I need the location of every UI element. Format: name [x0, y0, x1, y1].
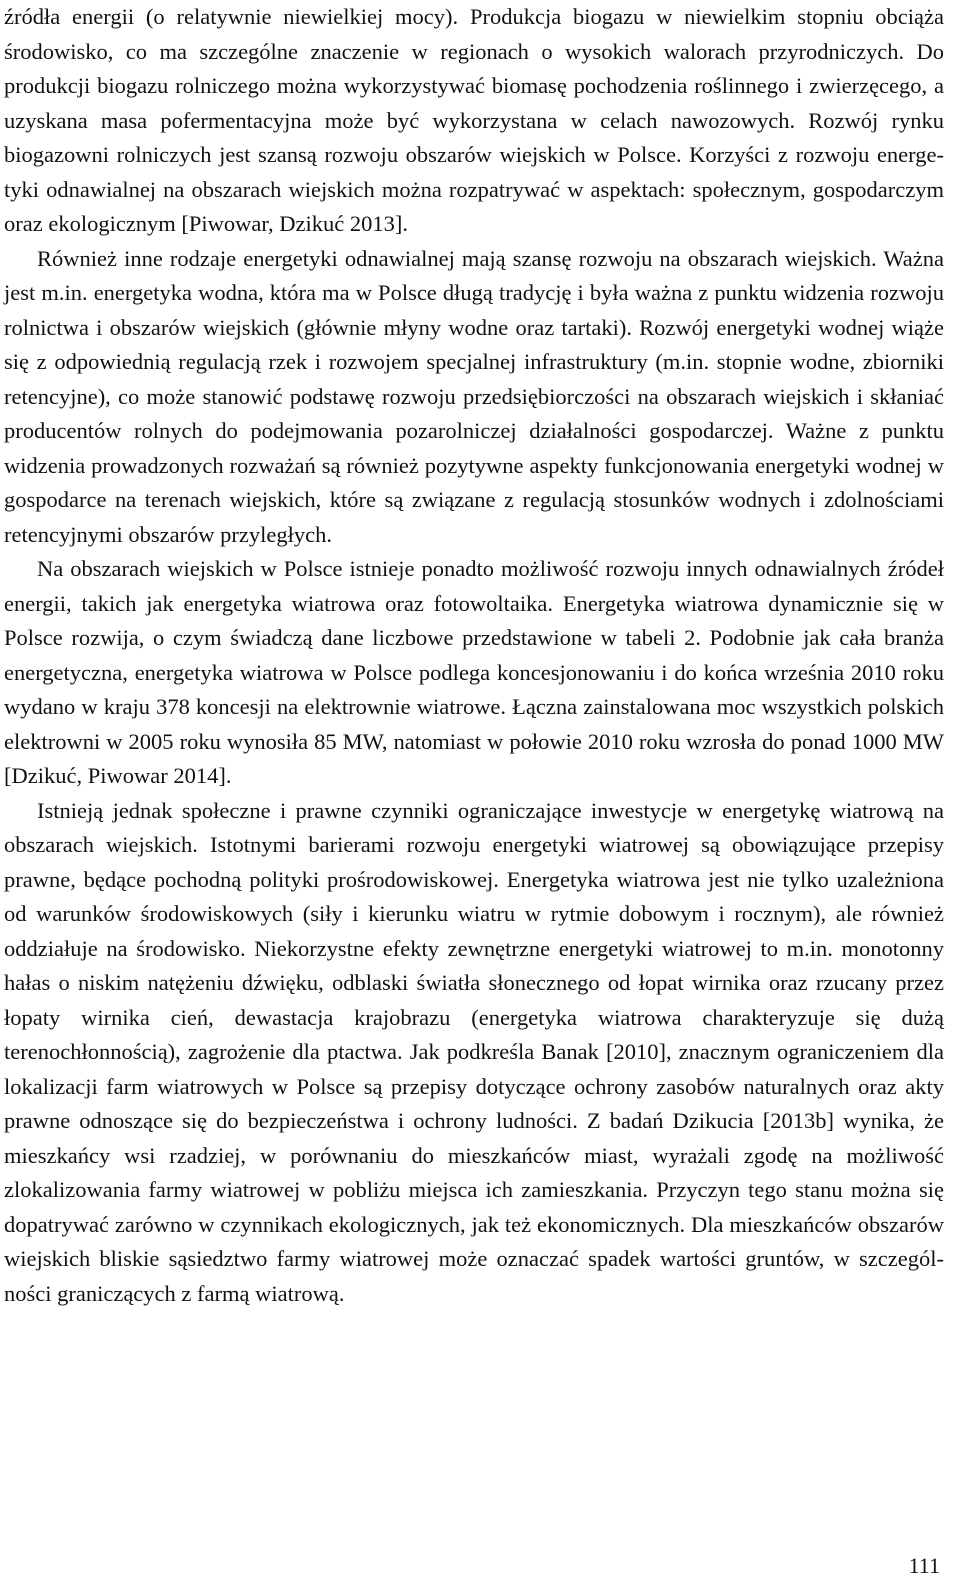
- paragraph-biogas: źródła energii (o relatywnie niewielkiej mocy). Produkcja biogazu w niewielkim stopniu obciąża środowisko, co ma szczególne znaczenie w regionach o wysokich walorach przyrodniczych. Do produkcji biogazu rolniczego można wykorzystywać biomasę pochodzenia roślinnego i zwierzęcego, a uzyskana masa pofermentacyjna może być wykorzystana w celach nawozowych. Rozwój rynku biogazowni rolniczych jest szansą rozwoju obszarów wiejskich w Polsce. Korzyści z rozwoju energetyki odnawialnej na obszarach wiejskich można rozpatrywać w aspektach: społecznym, gospodarczym oraz ekologicznym [Piwowar, Dzikuć 2013].: [4, 4, 944, 236]
- paragraph-wind-barriers: Istnieją jednak społeczne i prawne czynniki ograniczające inwestycje w energetykę wiatrową na obszarach wiejskich. Istotnymi barierami rozwoju energetyki wiatrowej są obowiązujące przepisy prawne, będące pochodną polityki prośrodowiskowej. Energetyka wiatrowa jest nie tylko uzależniona od warunków środowiskowych (siły i kierunku wiatru w rytmie dobowym i rocznym), ale również oddziałuje na środowisko. Niekorzystne efekty zewnętrzne energetyki wiatrowej to m.in. monotonny hałas o niskim natężeniu dźwięku, odblaski światła słonecznego od łopat wirnika oraz rzucany przez łopaty wirnika cień, dewastacja krajobrazu (energetyka wiatrowa charakteryzuje się dużą terenochłonnością), zagrożenie dla ptactwa. Jak podkreśla Banak [2010], znacznym ograniczeniem dla lokalizacji farm wiatrowych w Polsce są przepisy dotyczące ochrony zasobów naturalnych oraz akty prawne odnoszące się do bezpieczeństwa i ochrony ludności. Z badań Dzikucia [2013b] wynika, że mieszkańcy wsi rzadziej, w porównaniu do mieszkańców miast, wyrażali zgodę na możliwość zlokalizowania farmy wiatrowej w pobliżu miejsca ich zamieszkania. Przyczyn tego stanu można się dopatrywać zarówno w czynnikach ekologicznych, jak też ekonomicznych. Dla mieszkańców obszarów wiejskich bliskie sąsiedztwo farmy wiatrowej może oznaczać spadek wartości gruntów, w szczególności graniczących z farmą wiatrową.: [4, 797, 944, 1306]
- paragraph-wind-energy: Na obszarach wiejskich w Polsce istnieje ponadto możliwość rozwoju innych odnawialnych źródeł energii, takich jak energetyka wiatrowa oraz fotowoltaika. Energetyka wiatrowa dynamicznie się w Polsce rozwija, o czym świadczą dane liczbowe przedstawione w tabeli 2. Podobnie jak cała branża energetyczna, energetyka wiatrowa w Polsce podlega koncesjonowaniu i do końca września 2010 roku wydano w kraju 378 koncesji na elektrownie wiatrowe. Łączna zainstalowana moc wszystkich polskich elektrowni w 2005 roku wynosiła 85 MW, natomiast w połowie 2010 roku wzrosła do ponad 1000 MW [Dzikuć, Piwowar 2014].: [4, 556, 944, 788]
- page-number: 111: [908, 1553, 940, 1578]
- paragraph-hydropower: Również inne rodzaje energetyki odnawialnej mają szansę rozwoju na obszarach wiejskich. Ważna jest m.in. energetyka wodna, która ma w Polsce długą tradycję i była ważna z punktu widzenia rozwoju rolnictwa i obszarów wiejskich (głównie młyny wodne oraz tartaki). Rozwój energetyki wodnej wiąże się z odpowiednią regulacją rzek i rozwojem specjalnej infrastruktury (m.in. stopnie wodne, zbiorniki retencyjne), co może stanowić podstawę rozwoju przedsiębiorczości na obszarach wiejskich i skłaniać producentów rolnych do podejmowania pozarolniczej działalności gospodarczej. Ważne z punktu widzenia prowadzonych rozważań są również pozytywne aspekty funkcjonowania energetyki wodnej w gospodarce na terenach wiejskich, które są związane z regulacją stosunków wodnych i zdolnościami retencyjnymi obszarów przyległych.: [4, 245, 944, 547]
- body-text: [4, 0, 944, 1311]
